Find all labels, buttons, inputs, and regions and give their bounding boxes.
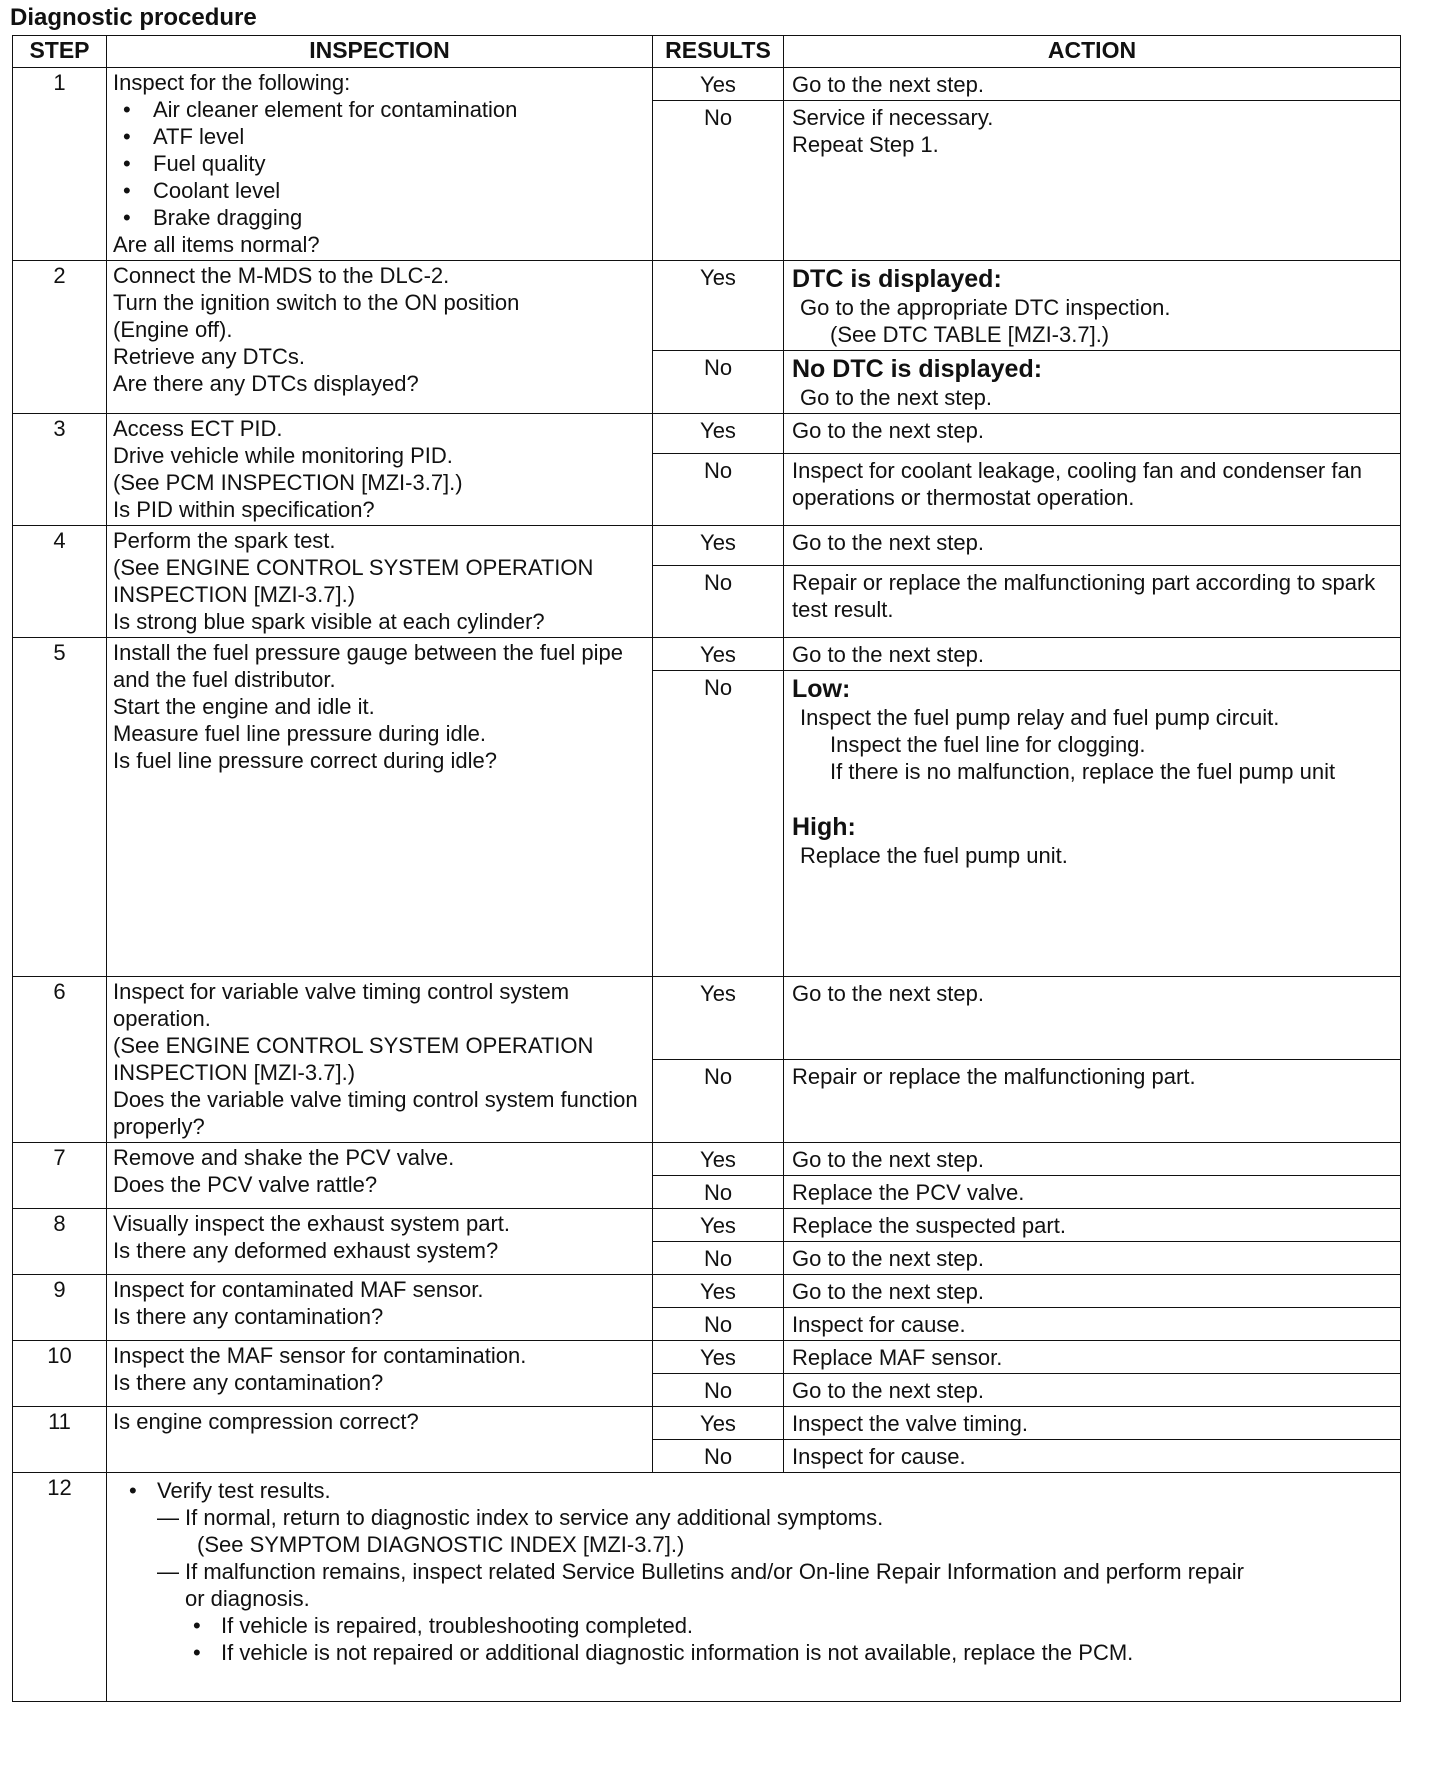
header-results: RESULTS — [653, 36, 784, 68]
result-yes: Yes — [653, 261, 784, 351]
step-number: 10 — [13, 1341, 107, 1407]
final-step-cell: • Verify test results. — If normal, return to diagnostic index to service any additional symptoms. (See SYMPTOM DIAGNOSTIC INDEX [MZI-3.7].) — If malfunction remains, inspect related Service Bulletins and/or On-line Repair Information and perform repair or diagnosis. • If vehicle is repaired, troubleshooting completed. • If vehicle is not repaired or additional diagnostic information is not available, replace the PCM. — [107, 1473, 1401, 1702]
step-number: 8 — [13, 1209, 107, 1275]
list-item: • Fuel quality — [113, 150, 646, 177]
list-item: • Verify test results. — [115, 1477, 1392, 1504]
action-no: Service if necessary. Repeat Step 1. — [784, 101, 1401, 261]
action-yes: Go to the next step. — [784, 68, 1401, 101]
step-number: 11 — [13, 1407, 107, 1473]
action-no: No DTC is displayed: Go to the next step. — [784, 351, 1401, 414]
list-item: • Air cleaner element for contamination — [113, 96, 646, 123]
result-no: No — [653, 1308, 784, 1341]
result-yes: Yes — [653, 68, 784, 101]
action-no: Inspect for cause. — [784, 1308, 1401, 1341]
list-item: — If normal, return to diagnostic index to service any additional symptoms. — [115, 1504, 1392, 1531]
list-item: • Coolant level — [113, 177, 646, 204]
list-item: • If vehicle is not repaired or additional diagnostic information is not available, replace the PCM. — [115, 1639, 1392, 1666]
result-yes: Yes — [653, 1209, 784, 1242]
result-yes: Yes — [653, 414, 784, 454]
action-no: Repair or replace the malfunctioning part according to spark test result. — [784, 565, 1401, 637]
list-item: • If vehicle is repaired, troubleshooting completed. — [115, 1612, 1392, 1639]
step-number: 9 — [13, 1275, 107, 1341]
table-row — [13, 526, 1401, 566]
action-yes: DTC is displayed: Go to the appropriate DTC inspection. (See DTC TABLE [MZI-3.7].) — [784, 261, 1401, 351]
page-title: Diagnostic procedure — [10, 4, 257, 31]
result-no: No — [653, 1060, 784, 1143]
inspection-cell: Visually inspect the exhaust system part. Is there any deformed exhaust system? — [107, 1209, 653, 1275]
inspection-cell: Connect the M-MDS to the DLC-2. Turn the ignition switch to the ON position (Engine off). Retrieve any DTCs. Are there any DTCs displayed? — [107, 261, 653, 414]
action-no: Go to the next step. — [784, 1242, 1401, 1275]
result-yes: Yes — [653, 977, 784, 1060]
table-row — [13, 1341, 1401, 1374]
step-number: 6 — [13, 977, 107, 1143]
inspection-cell: Access ECT PID. Drive vehicle while monitoring PID. (See PCM INSPECTION [MZI-3.7].) Is PID within specification? — [107, 414, 653, 526]
table-row — [13, 414, 1401, 454]
table-row — [13, 1473, 1401, 1702]
action-yes: Go to the next step. — [784, 638, 1401, 671]
action-yes: Go to the next step. — [784, 1275, 1401, 1308]
diagnostic-table — [12, 35, 1401, 1702]
action-no: Inspect for cause. — [784, 1440, 1401, 1473]
table-row — [13, 977, 1401, 1060]
header-step: STEP — [13, 36, 107, 68]
action-yes: Replace MAF sensor. — [784, 1341, 1401, 1374]
table-row — [13, 68, 1401, 101]
result-no: No — [653, 671, 784, 977]
table-row — [13, 261, 1401, 351]
result-yes: Yes — [653, 526, 784, 566]
inspection-cell: Is engine compression correct? — [107, 1407, 653, 1473]
table-row — [13, 1143, 1401, 1176]
table-row — [13, 1275, 1401, 1308]
result-yes: Yes — [653, 1341, 784, 1374]
result-yes: Yes — [653, 1275, 784, 1308]
inspection-cell: Inspect for contaminated MAF sensor. Is there any contamination? — [107, 1275, 653, 1341]
result-no: No — [653, 1374, 784, 1407]
result-no: No — [653, 1242, 784, 1275]
result-no: No — [653, 101, 784, 261]
table-row — [13, 1209, 1401, 1242]
header-inspection: INSPECTION — [107, 36, 653, 68]
action-yes: Inspect the valve timing. — [784, 1407, 1401, 1440]
step-number: 1 — [13, 68, 107, 261]
result-no: No — [653, 351, 784, 414]
result-yes: Yes — [653, 1407, 784, 1440]
action-yes: Go to the next step. — [784, 414, 1401, 454]
action-no: Repair or replace the malfunctioning part. — [784, 1060, 1401, 1143]
table-row — [13, 638, 1401, 671]
inspection-cell: Inspect for variable valve timing control system operation. (See ENGINE CONTROL SYSTEM OPERATION INSPECTION [MZI-3.7].) Does the variable valve timing control system function properly? — [107, 977, 653, 1143]
table-row — [13, 1407, 1401, 1440]
action-yes: Go to the next step. — [784, 977, 1401, 1060]
step-number: 2 — [13, 261, 107, 414]
step-number: 3 — [13, 414, 107, 526]
result-yes: Yes — [653, 1143, 784, 1176]
step-number: 7 — [13, 1143, 107, 1209]
result-no: No — [653, 453, 784, 525]
action-no: Inspect for coolant leakage, cooling fan and condenser fan operations or thermostat operation. — [784, 453, 1401, 525]
inspection-cell: Inspect the MAF sensor for contamination. Is there any contamination? — [107, 1341, 653, 1407]
list-item: — If malfunction remains, inspect related Service Bulletins and/or On-line Repair Information and perform repair — [115, 1558, 1392, 1585]
table-header-row — [13, 36, 1401, 68]
inspection-cell: Perform the spark test. (See ENGINE CONTROL SYSTEM OPERATION INSPECTION [MZI-3.7].) Is strong blue spark visible at each cylinder? — [107, 526, 653, 638]
action-no: Replace the PCV valve. — [784, 1176, 1401, 1209]
list-item: • Brake dragging — [113, 204, 646, 231]
list-item: • ATF level — [113, 123, 646, 150]
result-no: No — [653, 565, 784, 637]
step-number: 4 — [13, 526, 107, 638]
result-no: No — [653, 1176, 784, 1209]
inspection-cell: Remove and shake the PCV valve. Does the PCV valve rattle? — [107, 1143, 653, 1209]
step-number: 5 — [13, 638, 107, 977]
action-yes: Go to the next step. — [784, 1143, 1401, 1176]
inspection-cell: Install the fuel pressure gauge between the fuel pipe and the fuel distributor. Start the engine and idle it. Measure fuel line pressure during idle. Is fuel line pressure correct during idle? — [107, 638, 653, 977]
action-no: Low: Inspect the fuel pump relay and fuel pump circuit. Inspect the fuel line for clogging. If there is no malfunction, replace the fuel pump unit High: Replace the fuel pump unit. — [784, 671, 1401, 977]
result-no: No — [653, 1440, 784, 1473]
inspection-cell: Inspect for the following: • Air cleaner element for contamination • ATF level • Fuel quality • Coolant level • Brake dragging Are all items normal? — [107, 68, 653, 261]
step-number: 12 — [13, 1473, 107, 1702]
action-yes: Go to the next step. — [784, 526, 1401, 566]
header-action: ACTION — [784, 36, 1401, 68]
action-no: Go to the next step. — [784, 1374, 1401, 1407]
result-yes: Yes — [653, 638, 784, 671]
action-yes: Replace the suspected part. — [784, 1209, 1401, 1242]
